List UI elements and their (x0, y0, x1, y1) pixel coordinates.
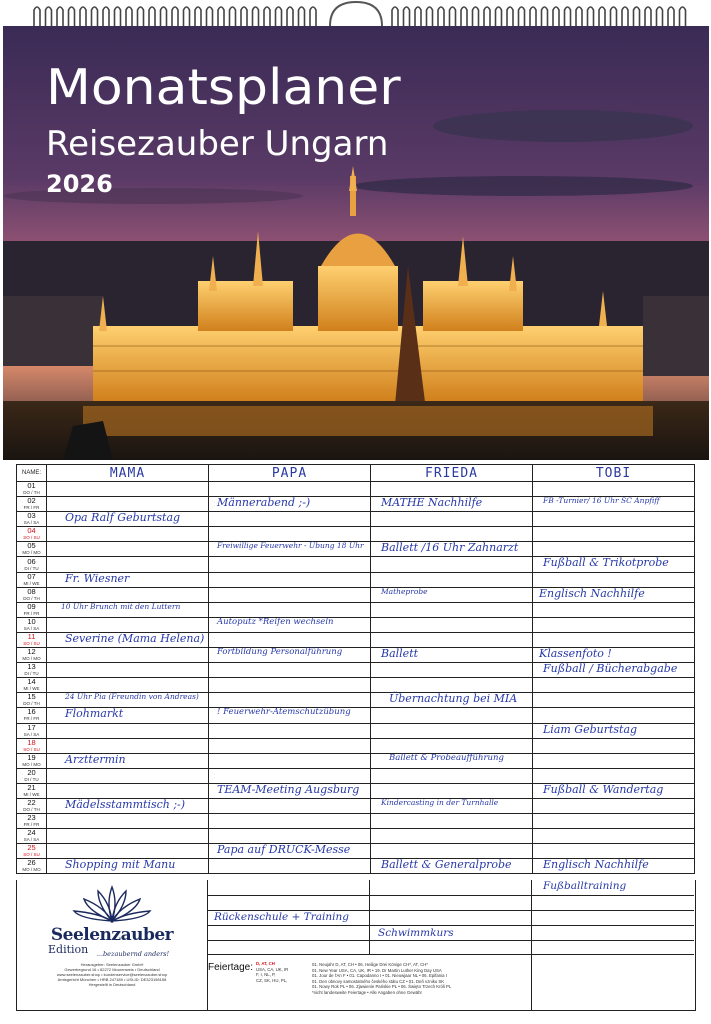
handwritten-entry: Kindercasting in der Turnhalle (381, 797, 499, 807)
handwritten-entry: Shopping mit Manu (65, 858, 176, 872)
logo-slogan: ...bezaubernd anders! (96, 950, 170, 958)
day-row (17, 814, 695, 829)
footer-line (207, 925, 694, 926)
entry-cell-tobi[interactable] (533, 753, 695, 768)
entry-cell-frieda[interactable] (371, 497, 533, 512)
day-row (17, 783, 695, 798)
entry-cell-tobi[interactable] (533, 617, 695, 632)
handwritten-entry: Ballett & Generalprobe (381, 858, 512, 872)
day-cell (17, 632, 47, 647)
handwritten-entry: Englisch Nachhilfe (539, 586, 645, 600)
entry-cell-tobi[interactable] (533, 527, 695, 542)
cover-year: 2026 (46, 170, 113, 198)
weekday: DO / TH (23, 595, 40, 601)
weekday: FR / FR (23, 716, 40, 722)
entry-cell-frieda[interactable] (371, 844, 533, 859)
day-row (17, 798, 695, 813)
handwritten-entry: 24 Uhr Pia (Freundin von Andreas) (65, 692, 199, 702)
weekday: SA / SA (23, 731, 40, 737)
entry-cell-mama[interactable] (47, 768, 209, 783)
handwritten-entry: Fr. Wiesner (65, 571, 130, 585)
day-cell (17, 723, 47, 738)
handwritten-entry: Ballett /16 Uhr Zahnarzt (381, 541, 519, 555)
entry-cell-papa[interactable] (209, 572, 371, 587)
weekday: DI / TU (24, 776, 39, 782)
entry-cell-frieda[interactable] (371, 557, 533, 572)
handwritten-entry: 10 Uhr Brunch mit den Luttern (61, 601, 181, 611)
handwritten-entry: TEAM-Meeting Augsburg (217, 782, 360, 796)
handwritten-entry: Liam Geburtstag (543, 722, 638, 736)
day-row (17, 632, 695, 647)
entry-cell-frieda[interactable] (371, 587, 533, 602)
day-cell (17, 527, 47, 542)
entry-cell-papa[interactable] (209, 723, 371, 738)
day-number: 24 (27, 828, 36, 838)
day-row (17, 557, 695, 572)
day-number: 03 (27, 511, 36, 521)
entry-cell-mama[interactable] (47, 632, 209, 647)
day-row (17, 527, 695, 542)
weekday: SA / SA (23, 837, 40, 843)
day-number: 25 (27, 843, 36, 853)
entry-cell-tobi[interactable] (533, 482, 695, 497)
entry-cell-frieda[interactable] (371, 527, 533, 542)
entry-cell-frieda[interactable] (371, 542, 533, 557)
weekday: SO / SU (23, 746, 40, 752)
day-number: 21 (27, 782, 36, 792)
holiday-line: 01. Jour de l'An F • 01. Capodanno I • 01. Nieuwjaar NL • 06. Epifania I (312, 973, 447, 978)
holidays-label: Feiertage: (208, 962, 254, 973)
entry-cell-tobi[interactable] (533, 798, 695, 813)
name-label: NAME: (17, 465, 47, 482)
entry-cell-papa[interactable] (209, 663, 371, 678)
holiday-line: 01. New Year USA, CA, UK, IR • 19. Dr Martin Luther King Day USA (312, 967, 442, 973)
footer-line (207, 954, 694, 955)
entry-cell-papa[interactable] (209, 708, 371, 723)
holiday-line: 01. Neujahr D, AT, CH • 06. Heilige Drei Könige CH*, AT, CH* (312, 962, 428, 967)
day-row (17, 482, 695, 497)
entry-cell-tobi[interactable] (533, 693, 695, 708)
handwritten-entry: Flohmarkt (65, 707, 124, 721)
entry-cell-frieda[interactable] (371, 753, 533, 768)
day-row (17, 768, 695, 783)
day-row (17, 602, 695, 617)
handwritten-entry: Englisch Nachhilfe (543, 858, 649, 872)
weekday: FR / FR (23, 505, 40, 511)
logo-brand: Seelenzauber (50, 925, 174, 945)
entry-cell-papa[interactable] (209, 527, 371, 542)
entry-cell-mama[interactable] (47, 648, 209, 663)
day-row (17, 859, 695, 874)
entry-cell-frieda[interactable] (371, 482, 533, 497)
address-line: Hergestellt in Deutschland (88, 982, 136, 987)
day-cell (17, 587, 47, 602)
entry-cell-tobi[interactable] (533, 542, 695, 557)
entry-cell-mama[interactable] (47, 572, 209, 587)
day-number: 18 (27, 737, 36, 747)
day-row (17, 723, 695, 738)
entry-cell-mama[interactable] (47, 738, 209, 753)
holiday-code: USA, CA, UK, IR (256, 966, 289, 972)
entry-cell-mama[interactable] (47, 663, 209, 678)
entry-cell-papa[interactable] (209, 482, 371, 497)
entry-cell-mama[interactable] (47, 497, 209, 512)
entry-cell-frieda[interactable] (371, 723, 533, 738)
weekday: SO / SU (23, 535, 40, 541)
entry-cell-tobi[interactable] (533, 632, 695, 647)
day-number: 13 (27, 662, 36, 672)
day-cell (17, 708, 47, 723)
publisher-logo (28, 883, 196, 1003)
day-row (17, 738, 695, 753)
entry-cell-frieda[interactable] (371, 798, 533, 813)
day-row (17, 617, 695, 632)
cover-subtitle: Reisezauber Ungarn (46, 124, 389, 164)
column-header-mama: MAMA (47, 465, 209, 482)
day-cell (17, 572, 47, 587)
entry-cell-mama[interactable] (47, 602, 209, 617)
entry-cell-papa[interactable] (209, 648, 371, 663)
weekday: DI / TU (24, 565, 39, 571)
day-row (17, 542, 695, 557)
entry-cell-frieda[interactable] (371, 783, 533, 798)
entry-cell-frieda[interactable] (371, 512, 533, 527)
day-row (17, 678, 695, 693)
day-number: 14 (27, 677, 36, 687)
handwritten-entry: Ballett (381, 647, 419, 661)
entry-cell-papa[interactable] (209, 738, 371, 753)
weekday: DO / TH (23, 490, 40, 496)
column-header-tobi: TOBI (533, 465, 695, 482)
entry-cell-frieda[interactable] (371, 814, 533, 829)
day-number: 23 (27, 813, 36, 823)
entry-cell-papa[interactable] (209, 859, 371, 874)
handwritten-entry: Männerabend ;-) (217, 496, 311, 510)
entry-cell-tobi[interactable] (533, 738, 695, 753)
day-number: 07 (27, 571, 36, 581)
day-row (17, 693, 695, 708)
weekday: FR / FR (23, 610, 40, 616)
entry-cell-papa[interactable] (209, 632, 371, 647)
entry-cell-papa[interactable] (209, 587, 371, 602)
address-line: Gewerbegrund 16 • 82272 Moorenweis • Deutschland (64, 967, 160, 972)
address-line: www.seelenzauber.shop • kundenservice@seelenzauber.shop (56, 972, 168, 977)
entry-cell-mama[interactable] (47, 527, 209, 542)
entry-cell-frieda[interactable] (371, 829, 533, 844)
day-row (17, 512, 695, 527)
footer-divider (369, 880, 370, 954)
weekday: MO / MO (22, 761, 41, 767)
entry-cell-tobi[interactable] (533, 783, 695, 798)
entry-cell-mama[interactable] (47, 798, 209, 813)
footer-line (207, 940, 694, 941)
entry-cell-mama[interactable] (47, 542, 209, 557)
day-cell (17, 798, 47, 813)
weekday: MI / WE (23, 580, 40, 586)
entry-cell-tobi[interactable] (533, 859, 695, 874)
publisher-address (28, 962, 196, 987)
handwritten-entry: Autoputz *Reifen wechseln (217, 616, 334, 627)
entry-cell-mama[interactable] (47, 814, 209, 829)
handwritten-entry: Freiwillige Feuerwehr - Übung 18 Uhr (217, 541, 364, 551)
day-row (17, 572, 695, 587)
weekday: FR / FR (23, 822, 40, 828)
day-number: 11 (27, 631, 36, 641)
cover-title: Monatsplaner (46, 59, 401, 117)
holiday-code: F, I, NL, P, (256, 972, 276, 977)
entry-cell-tobi[interactable] (533, 814, 695, 829)
day-row (17, 708, 695, 723)
day-number: 22 (27, 798, 36, 808)
frieda-note: Schwimmkurs (378, 927, 454, 939)
day-row (17, 844, 695, 859)
weekday: DI / TU (24, 671, 39, 677)
weekday: MI / WE (23, 791, 40, 797)
weekday: SO / SU (23, 852, 40, 858)
entry-cell-papa[interactable] (209, 798, 371, 813)
day-cell (17, 602, 47, 617)
entry-cell-tobi[interactable] (533, 602, 695, 617)
entry-cell-tobi[interactable] (533, 557, 695, 572)
day-number: 26 (27, 858, 36, 868)
day-cell (17, 557, 47, 572)
column-header-frieda: FRIEDA (371, 465, 533, 482)
day-cell (17, 783, 47, 798)
handwritten-entry: Matheprobe (381, 586, 428, 596)
day-cell (17, 617, 47, 632)
entry-cell-mama[interactable] (47, 723, 209, 738)
entry-cell-tobi[interactable] (533, 678, 695, 693)
entry-cell-papa[interactable] (209, 844, 371, 859)
entry-cell-frieda[interactable] (371, 738, 533, 753)
day-cell (17, 663, 47, 678)
entry-cell-mama[interactable] (47, 678, 209, 693)
handwritten-entry: Severine (Mama Helena) (65, 631, 205, 645)
entry-cell-mama[interactable] (47, 753, 209, 768)
column-header-papa: PAPA (209, 465, 371, 482)
day-number: 02 (27, 496, 36, 506)
handwritten-entry: Fußball & Wandertag (543, 782, 664, 796)
entry-cell-papa[interactable] (209, 693, 371, 708)
entry-cell-frieda[interactable] (371, 632, 533, 647)
day-row (17, 648, 695, 663)
entry-cell-tobi[interactable] (533, 829, 695, 844)
footer-divider (207, 880, 208, 1010)
day-cell (17, 738, 47, 753)
entry-cell-mama[interactable] (47, 557, 209, 572)
day-number: 05 (27, 541, 36, 551)
day-number: 06 (27, 556, 36, 566)
entry-cell-frieda[interactable] (371, 768, 533, 783)
entry-cell-papa[interactable] (209, 602, 371, 617)
entry-cell-frieda[interactable] (371, 708, 533, 723)
entry-cell-tobi[interactable] (533, 572, 695, 587)
entry-cell-mama[interactable] (47, 829, 209, 844)
day-cell (17, 844, 47, 859)
handwritten-entry: Opa Ralf Geburtstag (65, 511, 181, 525)
day-cell (17, 482, 47, 497)
holiday-code: CZ, SK, HU, PL, (256, 977, 288, 983)
footer-line (207, 895, 694, 896)
weekday: MO / MO (22, 656, 41, 662)
entry-cell-tobi[interactable] (533, 723, 695, 738)
day-number: 17 (27, 722, 36, 732)
entry-cell-mama[interactable] (47, 783, 209, 798)
entry-cell-papa[interactable] (209, 814, 371, 829)
entry-cell-mama[interactable] (47, 859, 209, 874)
day-row (17, 587, 695, 602)
day-number: 12 (27, 647, 36, 657)
day-cell (17, 497, 47, 512)
entry-cell-mama[interactable] (47, 844, 209, 859)
day-number: 09 (27, 601, 36, 611)
day-number: 08 (27, 586, 36, 596)
holiday-line: *nicht landesweite Feiertage • Alle Angaben ohne Gewähr (312, 989, 422, 995)
weekday: SO / SU (23, 640, 40, 646)
entry-cell-frieda[interactable] (371, 859, 533, 874)
entry-cell-papa[interactable] (209, 497, 371, 512)
weekday: DO / TH (23, 807, 40, 813)
day-number: 10 (27, 616, 36, 626)
holiday-line: 01. Nowy Rok PL • 06. Zjawienie Pańskie PL • 06. Święto Trzech Króli PL (312, 984, 452, 989)
holiday-code: D, AT, CH (256, 961, 275, 966)
entry-cell-tobi[interactable] (533, 663, 695, 678)
entry-cell-papa[interactable] (209, 753, 371, 768)
entry-cell-papa[interactable] (209, 829, 371, 844)
papa-note: Rückenschule + Training (214, 911, 349, 923)
handwritten-entry: Arzttermin (65, 752, 126, 766)
entry-cell-frieda[interactable] (371, 693, 533, 708)
day-number: 04 (27, 526, 36, 536)
handwritten-entry: Fußball / Bücherabgabe (543, 662, 678, 676)
entry-cell-mama[interactable] (47, 587, 209, 602)
day-number: 16 (27, 707, 36, 717)
day-cell (17, 814, 47, 829)
address-line: Amtsgericht München • HRB 247189 • USt-ID: DE323198158 (57, 977, 167, 982)
handwritten-entry: Papa auf DRUCK-Messe (217, 843, 351, 857)
handwritten-entry: FB -Turnier/ 16 Uhr SC Anpfiff (543, 496, 660, 506)
handwritten-entry: Ballett & Probeaufführung (389, 752, 504, 763)
handwritten-entry: ! Feuerwehr-Atemschutzübung (217, 707, 351, 718)
day-cell (17, 693, 47, 708)
weekday: MO / MO (22, 867, 41, 873)
handwritten-entry: MATHE Nachhilfe (381, 496, 483, 510)
day-row (17, 753, 695, 768)
day-number: 01 (27, 481, 36, 491)
entry-cell-mama[interactable] (47, 512, 209, 527)
header-row (17, 465, 695, 482)
entry-cell-frieda[interactable] (371, 663, 533, 678)
day-cell (17, 542, 47, 557)
day-number: 20 (27, 767, 36, 777)
day-cell (17, 859, 47, 874)
entry-cell-tobi[interactable] (533, 768, 695, 783)
footer-divider (531, 880, 532, 1010)
holidays-codes (256, 961, 288, 983)
entry-cell-frieda[interactable] (371, 648, 533, 663)
handwritten-entry: Fußball & Trikotprobe (543, 556, 669, 570)
tobi-note: Fußballtraining (543, 880, 627, 892)
handwritten-entry: Klassenfoto ! (539, 647, 612, 661)
entry-cell-tobi[interactable] (533, 587, 695, 602)
entry-cell-frieda[interactable] (371, 572, 533, 587)
day-row (17, 829, 695, 844)
entry-cell-papa[interactable] (209, 768, 371, 783)
day-cell (17, 648, 47, 663)
entry-cell-mama[interactable] (47, 693, 209, 708)
day-number: 15 (27, 692, 36, 702)
day-cell (17, 768, 47, 783)
weekday: MI / WE (23, 686, 40, 692)
address-line: Herausgeber: Seelenzauber GmbH (80, 962, 144, 967)
entry-cell-papa[interactable] (209, 783, 371, 798)
planner-grid (16, 464, 695, 874)
day-cell (17, 829, 47, 844)
weekday: MO / MO (22, 550, 41, 556)
holiday-line: 01. Den obnovy samostatného českého státu CZ • 01. Deň vzniku SK (312, 978, 445, 984)
entry-cell-mama[interactable] (47, 482, 209, 497)
entry-cell-tobi[interactable] (533, 648, 695, 663)
entry-cell-frieda[interactable] (371, 617, 533, 632)
day-cell (17, 512, 47, 527)
entry-cell-frieda[interactable] (371, 602, 533, 617)
entry-cell-papa[interactable] (209, 617, 371, 632)
weekday: SA / SA (23, 625, 40, 631)
weekday: SA / SA (23, 520, 40, 526)
entry-cell-mama[interactable] (47, 617, 209, 632)
entry-cell-tobi[interactable] (533, 497, 695, 512)
day-row (17, 663, 695, 678)
entry-cell-frieda[interactable] (371, 678, 533, 693)
entry-cell-tobi[interactable] (533, 844, 695, 859)
entry-cell-tobi[interactable] (533, 708, 695, 723)
handwritten-entry: Fortbildung Personalführung (217, 647, 343, 658)
entry-cell-papa[interactable] (209, 542, 371, 557)
handwritten-entry: Übernachtung bei MIA (389, 692, 518, 706)
holidays-list (312, 962, 527, 995)
day-row (17, 497, 695, 512)
entry-cell-mama[interactable] (47, 708, 209, 723)
day-cell (17, 678, 47, 693)
entry-cell-tobi[interactable] (533, 512, 695, 527)
lotus-icon (72, 883, 152, 923)
handwritten-entry: Mädelsstammtisch ;-) (65, 797, 186, 811)
day-number: 19 (27, 752, 36, 762)
day-cell (17, 753, 47, 768)
weekday: DO / TH (23, 701, 40, 707)
entry-cell-papa[interactable] (209, 512, 371, 527)
entry-cell-papa[interactable] (209, 557, 371, 572)
entry-cell-papa[interactable] (209, 678, 371, 693)
logo-edition: Edition (48, 943, 89, 956)
